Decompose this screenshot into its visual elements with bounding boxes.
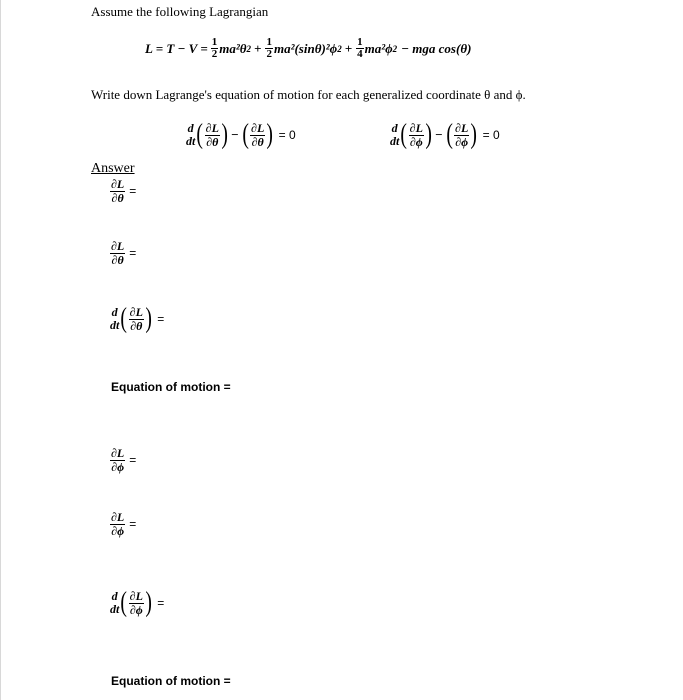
lagrange-eq-phi: d dt ( $\frac{\partial L}{\partial\phi}$ ) − ( $\frac{\partial L}{\partial\phi}$ ) = 0 [390,119,500,150]
lagrange-eq-theta: d dt ( $\frac{\partial L}{\partial\theta}$ ) − ( $\frac{\partial L}{\partial\theta}$ ) = 0 [186,119,296,150]
answer-ddt-dL-dthetadot: d dt ( $\frac{\partial L}{\partial\theta}$ ) = [110,303,165,334]
instruction-text: Write down Lagrange's equation of motion for each generalized coordinate θ and ϕ. [91,87,526,102]
lagrangian-term-1: ma²θ [219,40,247,56]
answer-ddt-dL-dphidot: d dt ( $\frac{\partial L}{\partial\phi}$ ) = [110,587,165,618]
page-border [0,0,1,700]
lagrangian-term-2: ma²(sinθ)²ϕ [273,40,338,56]
dL-dthetadot: $\frac{\partial L}{\partial\theta}$ [205,120,219,149]
d-dt-theta: d dt [186,121,196,148]
lagrangian-frac-3: $\frac{1}{4}$ [357,36,363,60]
lagrangian-frac-1: $\frac{1}{2}$ [211,36,218,60]
lagrangian-term-3: ma²ϕ [364,40,393,56]
intro-text: Assume the following Lagrangian [91,4,269,19]
dL-dphi: $\frac{\partial L}{\partial\phi}$ [455,120,469,149]
lagrangian-term-4: − mga cos(θ) [401,40,472,56]
answer-dL-dphi: $\frac{\partial L}{\partial\phi}$ = [111,446,137,474]
d-dt-phi: d dt [390,121,400,148]
lagrangian-frac-2: $\frac{1}{2}$ [266,36,272,60]
answer-dL-dphidot: $\frac{\partial L}{\partial\phi}$ = [111,510,137,538]
lagrangian-lhs: L = T − V = [145,40,208,56]
eom-label-phi: Equation of motion = [111,674,231,688]
answer-heading: Answer [91,161,135,176]
lagrangian-equation: L = T − V = $\frac{1}{2}$ ma²θ 2 + $\frac{1}{2}$ ma²(sinθ)²ϕ 2 + $\frac{1}{4}$ ma²ϕ 2 − mga cos(θ) [145,36,472,60]
dL-dtheta: $\frac{\partial L}{\partial\theta}$ [251,120,265,149]
answer-dL-dtheta: $\frac{\partial L}{\partial\theta}$ = [111,177,137,205]
answer-dL-dthetadot: $\frac{\partial L}{\partial\theta}$ = [111,239,137,267]
dL-dphidot: $\frac{\partial L}{\partial\phi}$ [409,120,423,149]
eom-label-theta: Equation of motion = [111,380,231,394]
